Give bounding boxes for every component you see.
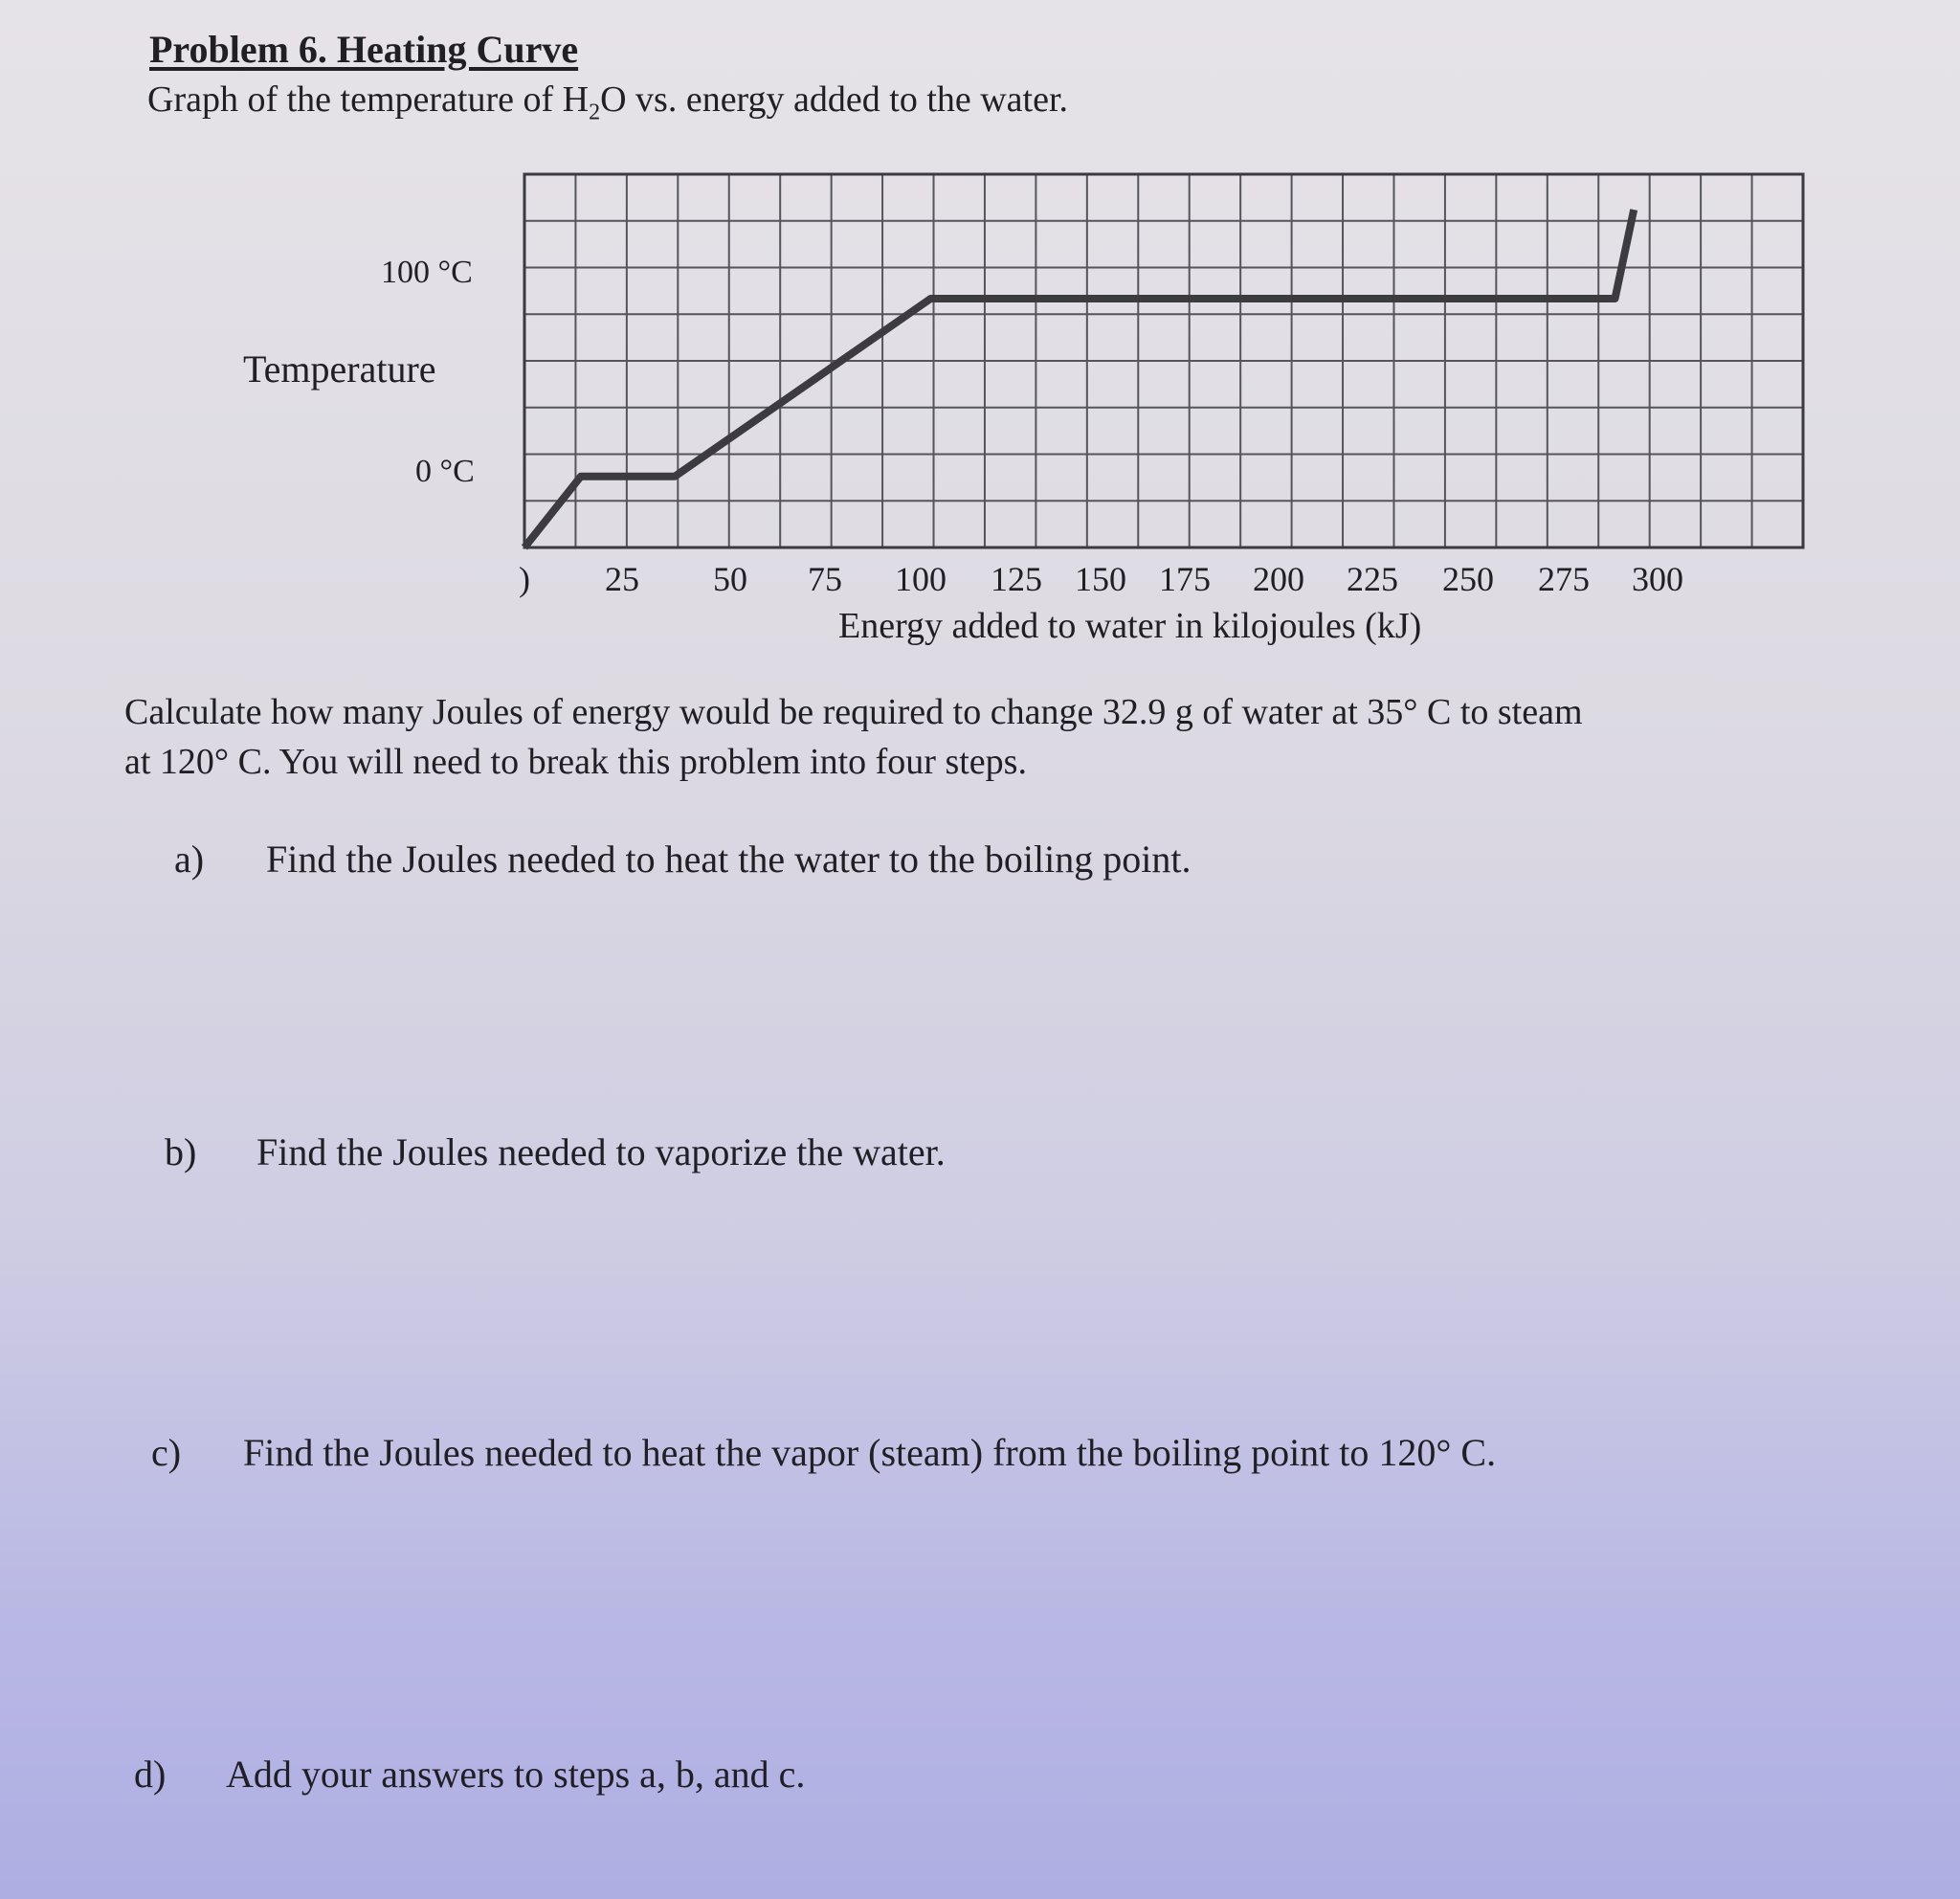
y-tick-0: 0 °C [415,454,475,489]
step-d-label: d) [134,1753,167,1796]
step-c-label: c) [151,1431,182,1474]
step-c-text: Find the Joules needed to heat the vapor (steam) from the boiling point to 120° C. [243,1431,1497,1474]
step-d-text: Add your answers to steps a, b, and c. [226,1753,806,1796]
step-a-text: Find the Joules needed to heat the water to the boiling point. [266,838,1192,881]
x-tick-label: 100 [895,560,947,598]
step-d [134,1752,805,1797]
step-a-label: a) [174,838,205,881]
x-tick-label: 50 [713,560,747,598]
step-c [151,1430,1496,1475]
x-tick-label: ) [519,560,530,598]
x-tick-label: 150 [1075,560,1126,598]
x-tick-label: 250 [1442,560,1494,598]
subtitle-subscript: 2 [589,100,601,125]
x-tick-label: 75 [808,560,842,598]
heating-curve-line [524,210,1634,547]
subtitle-pre: Graph of the temperature of H [147,79,590,120]
y-axis-label: Temperature [243,347,436,391]
x-tick-label: 225 [1347,560,1398,598]
x-tick-label: 25 [605,560,639,598]
step-b-label: b) [165,1130,197,1173]
x-tick-label: 125 [991,560,1042,598]
chart-grid [524,174,1803,547]
x-tick-label: 175 [1159,560,1211,598]
step-b [165,1129,946,1174]
step-a [174,837,1191,882]
step-b-text: Find the Joules needed to vaporize the water. [256,1130,946,1173]
x-tick-label: 200 [1253,560,1304,598]
x-axis-label: Energy added to water in kilojoules (kJ) [838,606,1422,646]
problem-title: Problem 6. Heating Curve [149,28,579,71]
problem-statement-line2: at 120° C. You will need to break this problem into four steps. [124,742,1027,782]
y-tick-100: 100 °C [381,255,473,290]
subtitle-post: O vs. energy added to the water. [600,79,1069,120]
x-tick-label: 275 [1538,560,1590,598]
problem-statement-line1: Calculate how many Joules of energy would be required to change 32.9 g of water at 35° C to steam [124,692,1583,732]
x-tick-label: 300 [1632,560,1683,598]
